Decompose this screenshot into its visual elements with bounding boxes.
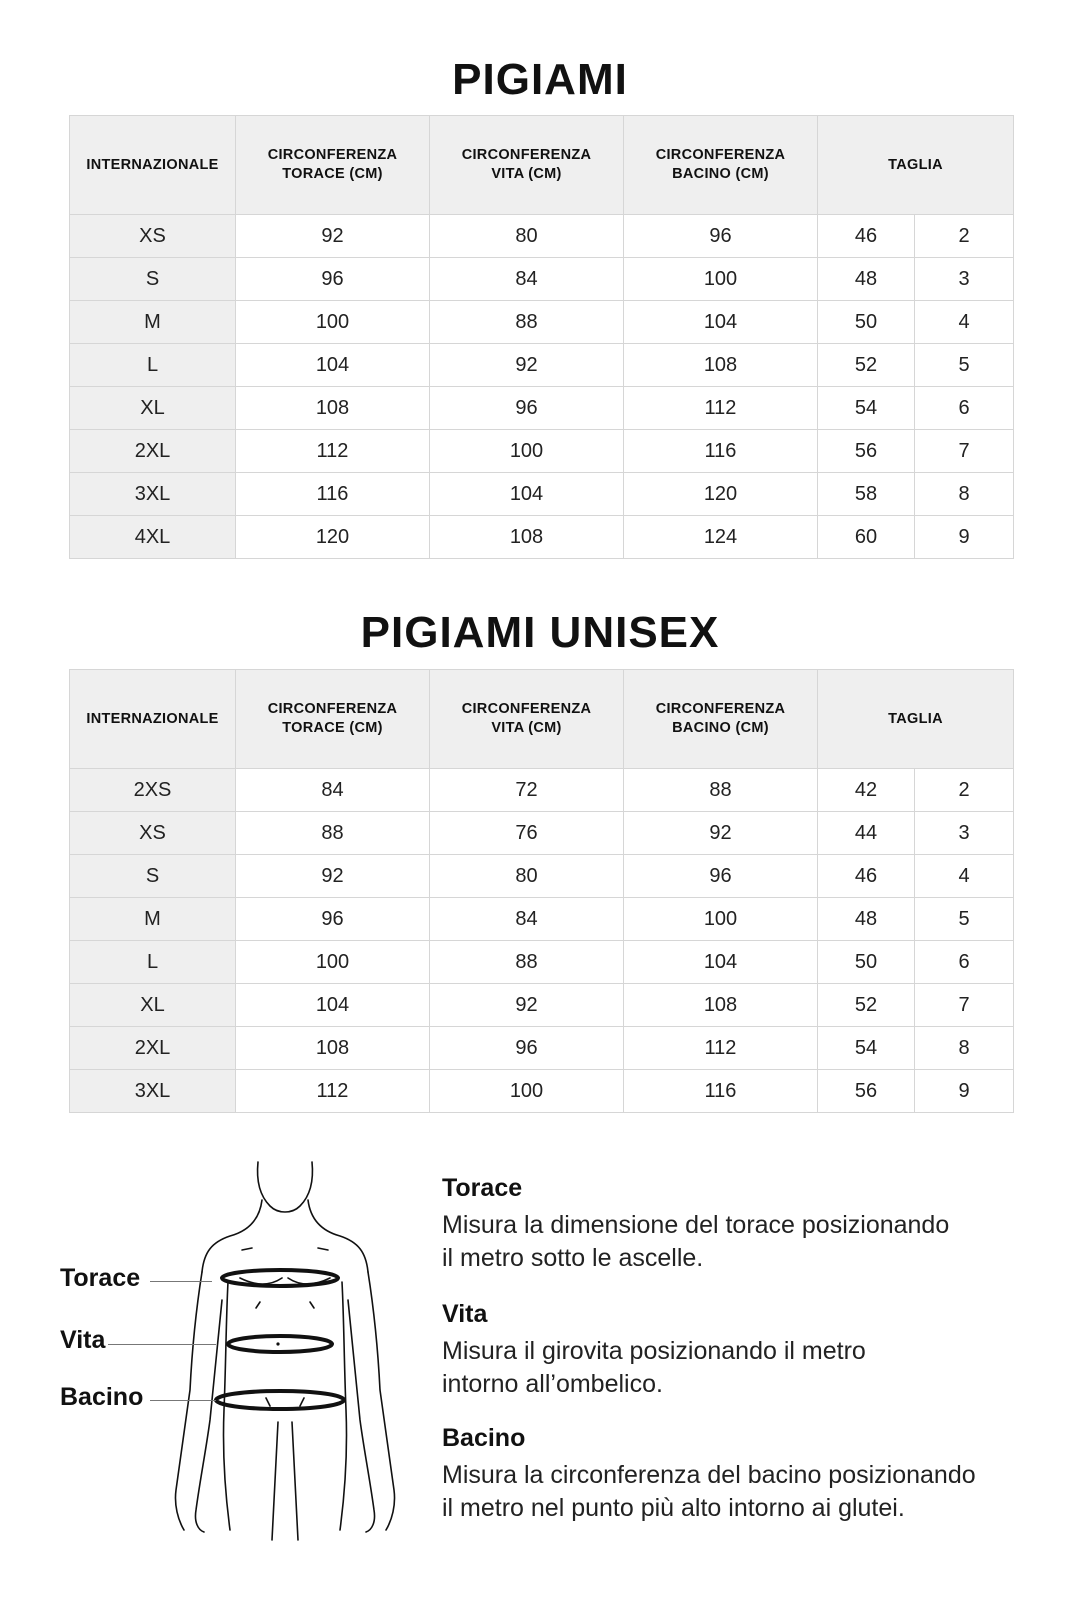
guide-waist — [442, 1299, 1062, 1401]
cell-waist: 92 — [430, 984, 624, 1027]
guide-chest-text: Misura la dimensione del torace posizionando il metro sotto le ascelle. — [442, 1211, 950, 1272]
table-row — [70, 855, 1014, 898]
cell-chest: 104 — [236, 344, 430, 387]
cell-international: S — [70, 258, 236, 301]
table-row — [70, 516, 1014, 559]
cell-international: S — [70, 855, 236, 898]
header-hips: CIRCONFERENZA BACINO (CM) — [624, 116, 818, 215]
cell-size-it: 52 — [818, 984, 915, 1027]
waist-measure-band — [228, 1336, 332, 1352]
cell-international: L — [70, 941, 236, 984]
cell-international: XL — [70, 984, 236, 1027]
torso-right-side — [340, 1282, 347, 1530]
cell-size-it: 60 — [818, 516, 915, 559]
size-table-pigiami-unisex — [69, 669, 1014, 1113]
cell-waist: 72 — [430, 769, 624, 812]
hip-mark — [266, 1398, 270, 1406]
cell-size-it: 44 — [818, 812, 915, 855]
cell-international: M — [70, 301, 236, 344]
cell-international: 4XL — [70, 516, 236, 559]
table-title-pigiami: PIGIAMI — [452, 55, 628, 104]
cell-size-num: 7 — [915, 430, 1014, 473]
cell-waist: 76 — [430, 812, 624, 855]
cell-size-num: 3 — [915, 258, 1014, 301]
cell-size-it: 56 — [818, 430, 915, 473]
figure-label-waist: Vita — [60, 1326, 106, 1354]
cell-size-num: 8 — [915, 1027, 1014, 1070]
table-row — [70, 215, 1014, 258]
right-arm-inner — [348, 1300, 375, 1532]
cell-waist: 100 — [430, 430, 624, 473]
cell-size-it: 50 — [818, 301, 915, 344]
header-size: TAGLIA — [818, 670, 1014, 769]
table-row — [70, 344, 1014, 387]
cell-hips: 108 — [624, 344, 818, 387]
cell-hips: 124 — [624, 516, 818, 559]
table-header-row — [70, 670, 1014, 769]
header-international: INTERNAZIONALE — [70, 116, 236, 215]
ab-mark — [310, 1302, 314, 1308]
cell-size-it: 42 — [818, 769, 915, 812]
cell-hips: 112 — [624, 387, 818, 430]
cell-hips: 120 — [624, 473, 818, 516]
guide-hips-text: Misura la circonferenza del bacino posizionando il metro nel punto più alto intorno ai glutei. — [442, 1461, 976, 1522]
cell-chest: 84 — [236, 769, 430, 812]
guide-waist-text: Misura il girovita posizionando il metro intorno all’ombelico. — [442, 1337, 866, 1398]
cell-waist: 80 — [430, 215, 624, 258]
cell-chest: 92 — [236, 855, 430, 898]
header-hips: CIRCONFERENZA BACINO (CM) — [624, 670, 818, 769]
guide-chest — [442, 1173, 1062, 1275]
cell-waist: 96 — [430, 387, 624, 430]
left-arm-inner — [195, 1300, 222, 1532]
left-collarbone — [242, 1248, 252, 1250]
cell-size-it: 48 — [818, 898, 915, 941]
cell-chest: 96 — [236, 258, 430, 301]
cell-waist: 96 — [430, 1027, 624, 1070]
cell-hips: 100 — [624, 898, 818, 941]
cell-chest: 96 — [236, 898, 430, 941]
cell-size-num: 7 — [915, 984, 1014, 1027]
hip-mark — [300, 1398, 304, 1406]
head-outline — [258, 1162, 313, 1212]
body-outline-figure — [170, 1160, 400, 1560]
figure-label-hips: Bacino — [60, 1383, 144, 1411]
table-title-pigiami-unisex: PIGIAMI UNISEX — [360, 608, 720, 657]
table-row — [70, 812, 1014, 855]
cell-international: 3XL — [70, 1070, 236, 1113]
cell-chest: 108 — [236, 387, 430, 430]
cell-waist: 84 — [430, 258, 624, 301]
figure-label-chest: Torace — [60, 1264, 141, 1292]
cell-size-it: 54 — [818, 387, 915, 430]
cell-waist: 80 — [430, 855, 624, 898]
cell-chest: 120 — [236, 516, 430, 559]
cell-hips: 96 — [624, 215, 818, 258]
guide-waist-title: Vita — [442, 1300, 488, 1328]
cell-hips: 112 — [624, 1027, 818, 1070]
cell-international: M — [70, 898, 236, 941]
header-size: TAGLIA — [818, 116, 1014, 215]
guide-chest-title: Torace — [442, 1174, 523, 1202]
cell-chest: 100 — [236, 941, 430, 984]
cell-waist: 88 — [430, 941, 624, 984]
cell-international: 3XL — [70, 473, 236, 516]
cell-size-num: 5 — [915, 898, 1014, 941]
cell-chest: 100 — [236, 301, 430, 344]
cell-international: 2XS — [70, 769, 236, 812]
table-row — [70, 984, 1014, 1027]
size-table-pigiami — [69, 115, 1014, 559]
cell-size-it: 56 — [818, 1070, 915, 1113]
cell-waist: 84 — [430, 898, 624, 941]
cell-international: XL — [70, 387, 236, 430]
cell-international: XS — [70, 215, 236, 258]
cell-size-it: 52 — [818, 344, 915, 387]
cell-size-num: 5 — [915, 344, 1014, 387]
header-chest: CIRCONFERENZA TORACE (CM) — [236, 670, 430, 769]
cell-size-num: 2 — [915, 769, 1014, 812]
cell-hips: 92 — [624, 812, 818, 855]
cell-size-it: 50 — [818, 941, 915, 984]
cell-size-it: 46 — [818, 215, 915, 258]
left-leg-inner — [272, 1422, 278, 1540]
navel-dot — [276, 1342, 279, 1345]
cell-size-num: 4 — [915, 301, 1014, 344]
cell-size-num: 6 — [915, 941, 1014, 984]
cell-size-num: 6 — [915, 387, 1014, 430]
table-row — [70, 473, 1014, 516]
cell-hips: 104 — [624, 941, 818, 984]
cell-international: 2XL — [70, 1027, 236, 1070]
cell-size-it: 48 — [818, 258, 915, 301]
cell-hips: 100 — [624, 258, 818, 301]
cell-size-num: 8 — [915, 473, 1014, 516]
cell-chest: 112 — [236, 1070, 430, 1113]
cell-international: L — [70, 344, 236, 387]
cell-size-num: 9 — [915, 516, 1014, 559]
cell-hips: 104 — [624, 301, 818, 344]
ab-mark — [256, 1302, 260, 1308]
left-shoulder-outline — [202, 1200, 262, 1272]
label-leader-line-chest — [150, 1281, 212, 1282]
cell-chest: 116 — [236, 473, 430, 516]
header-international: INTERNAZIONALE — [70, 670, 236, 769]
label-leader-line-hips — [150, 1400, 216, 1401]
cell-size-num: 4 — [915, 855, 1014, 898]
cell-size-it: 46 — [818, 855, 915, 898]
header-chest: CIRCONFERENZA TORACE (CM) — [236, 116, 430, 215]
cell-hips: 108 — [624, 984, 818, 1027]
cell-waist: 100 — [430, 1070, 624, 1113]
table-row — [70, 1027, 1014, 1070]
label-leader-line-waist — [108, 1344, 216, 1345]
cell-size-num: 2 — [915, 215, 1014, 258]
cell-waist: 92 — [430, 344, 624, 387]
table-row — [70, 769, 1014, 812]
cell-waist: 88 — [430, 301, 624, 344]
cell-chest: 104 — [236, 984, 430, 1027]
cell-waist: 104 — [430, 473, 624, 516]
table-row — [70, 1070, 1014, 1113]
table-row — [70, 430, 1014, 473]
cell-chest: 92 — [236, 215, 430, 258]
table-row — [70, 301, 1014, 344]
guide-hips — [442, 1423, 1062, 1525]
cell-hips: 96 — [624, 855, 818, 898]
table-row — [70, 258, 1014, 301]
cell-size-num: 9 — [915, 1070, 1014, 1113]
cell-size-num: 3 — [915, 812, 1014, 855]
right-collarbone — [318, 1248, 328, 1250]
cell-size-it: 58 — [818, 473, 915, 516]
cell-waist: 108 — [430, 516, 624, 559]
header-waist: CIRCONFERENZA VITA (CM) — [430, 116, 624, 215]
cell-international: XS — [70, 812, 236, 855]
right-leg-inner — [292, 1422, 298, 1540]
cell-hips: 116 — [624, 1070, 818, 1113]
cell-hips: 88 — [624, 769, 818, 812]
cell-international: 2XL — [70, 430, 236, 473]
cell-hips: 116 — [624, 430, 818, 473]
table-row — [70, 941, 1014, 984]
guide-hips-title: Bacino — [442, 1424, 526, 1452]
cell-chest: 88 — [236, 812, 430, 855]
cell-chest: 108 — [236, 1027, 430, 1070]
right-shoulder-outline — [308, 1200, 368, 1272]
cell-size-it: 54 — [818, 1027, 915, 1070]
cell-chest: 112 — [236, 430, 430, 473]
table-header-row — [70, 116, 1014, 215]
table-row — [70, 387, 1014, 430]
header-waist: CIRCONFERENZA VITA (CM) — [430, 670, 624, 769]
hips-measure-band — [216, 1391, 344, 1409]
table-row — [70, 898, 1014, 941]
